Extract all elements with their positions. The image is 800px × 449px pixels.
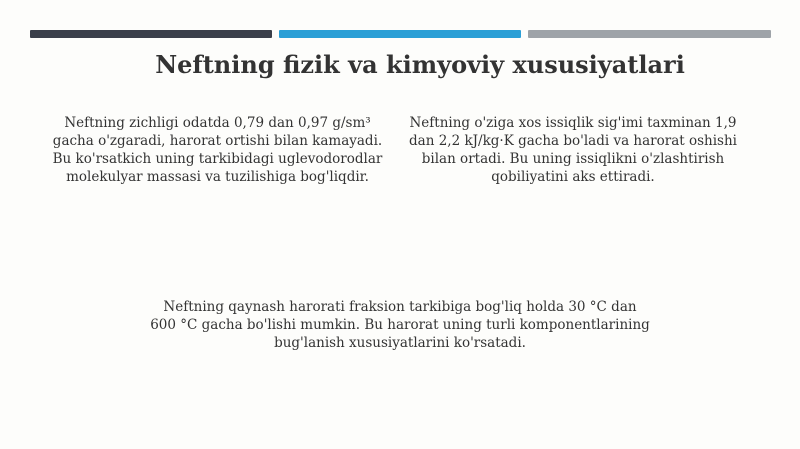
accent-bar-dark <box>30 30 272 38</box>
header-accent-bars <box>30 30 771 38</box>
paragraph-heat-capacity: Neftning o'ziga xos issiqlik sig'imi taxminan 1,9 dan 2,2 kJ/kg·K gacha bo'ladi va harorat oshishi bilan ortadi. Bu uning issiqlikni o'zlashtirish qobiliyatini aks ettiradi. <box>409 115 737 185</box>
paragraph-density: Neftning zichligi odatda 0,79 dan 0,97 g/sm³ gacha o'zgaradi, harorat ortishi bilan kamayadi. Bu ko'rsatkich uning tarkibidagi uglevodorodlar molekulyar massasi va tuzilishiga bog'liqdir. <box>52 115 383 185</box>
accent-bar-blue <box>279 30 521 38</box>
paragraph-boiling-point: Neftning qaynash harorati fraksion tarkibiga bog'liq holda 30 °C dan 600 °C gacha bo'lishi mumkin. Bu harorat uning turli komponentlarining bug'lanish xususiyatlarini ko'rsatadi. <box>150 299 650 351</box>
slide-title: Neftning fizik va kimyoviy xususiyatlari <box>155 50 685 79</box>
accent-bar-gray <box>528 30 771 38</box>
